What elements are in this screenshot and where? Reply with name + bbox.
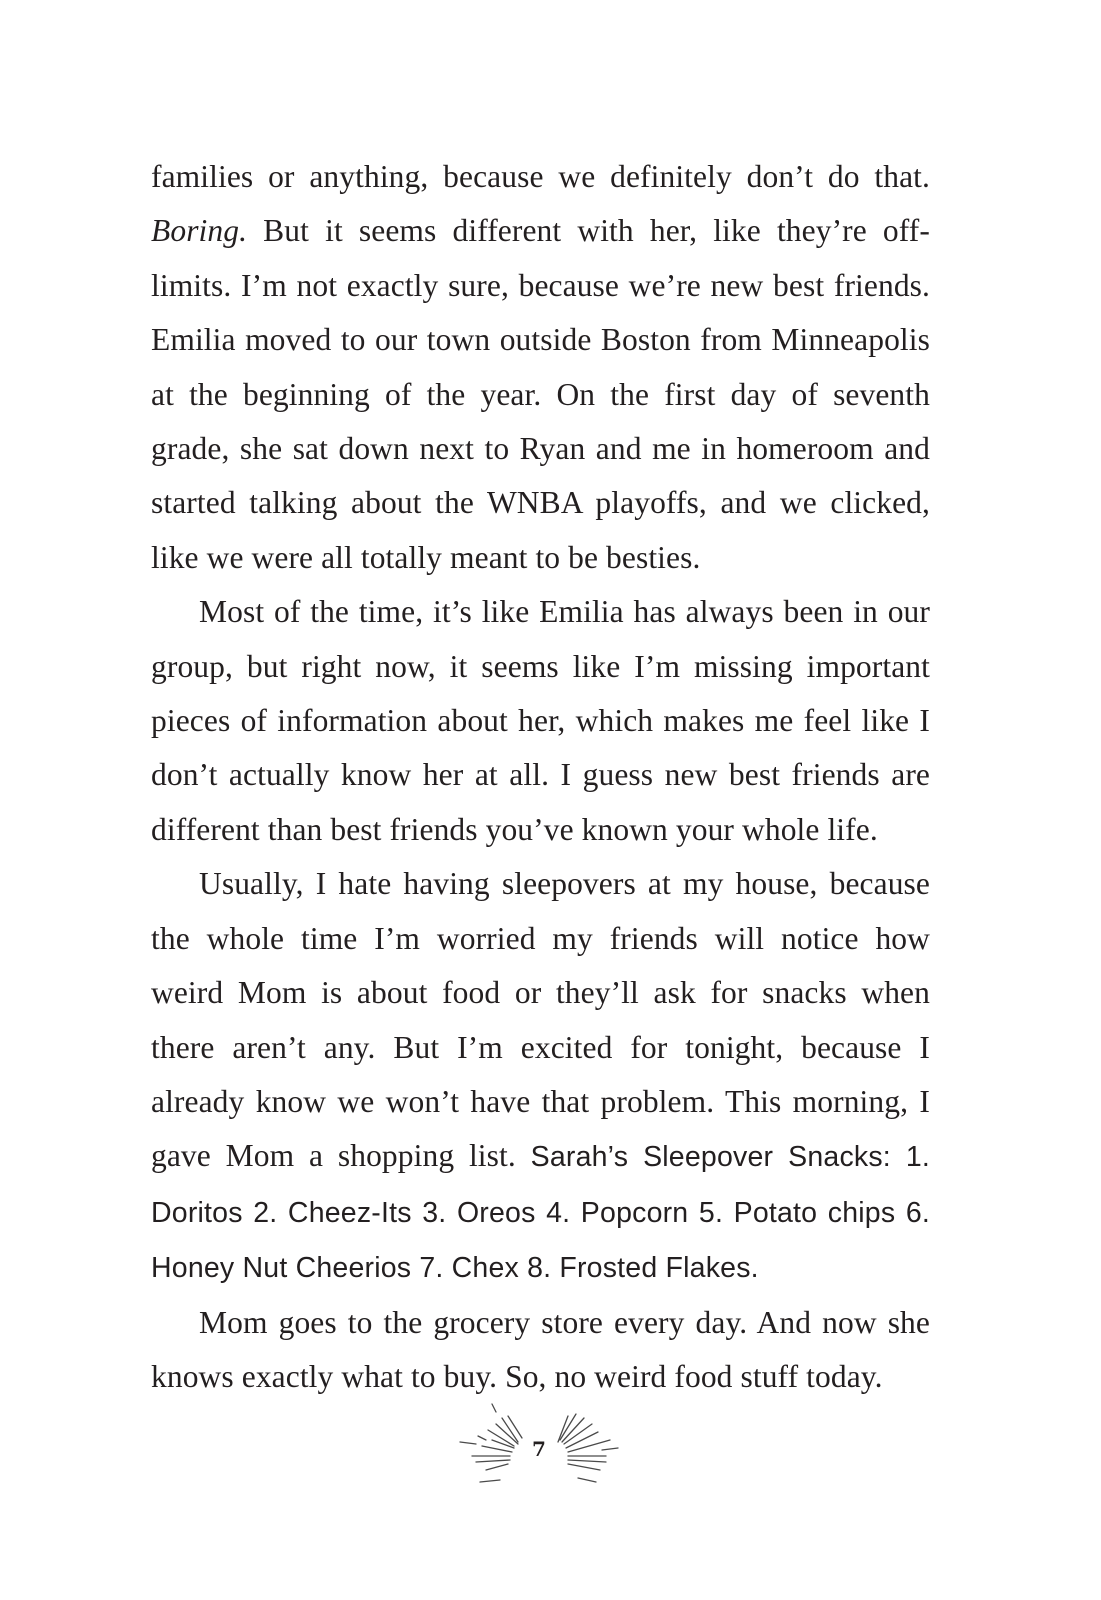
text-run: Most of the time, it’s like Emilia has always been in our group, but right now, it seems like I’m missing important pieces of information about her, which makes me feel like I don’t actually know her at all. I guess new best friends are different than best friends you’ve known your whole life. (151, 594, 930, 847)
paragraph (151, 857, 930, 1295)
text-run: families or anything, because we definitely don’t do that. (151, 159, 930, 194)
paragraph (151, 1296, 930, 1405)
text-run: Usually, I hate having sleepovers at my house, because the whole time I’m worried my friends will notice how weird Mom is about food or they’ll ask for snacks when there aren’t any. But I’m excited for tonight, because I already know we won’t have that problem. This morning, I gave Mom a shopping list. (151, 866, 930, 1174)
page-number: 7 (532, 1437, 546, 1461)
body-text (151, 150, 930, 1404)
paragraph-continued (151, 150, 930, 585)
text-run: But it seems different with her, like they’re off-limits. I’m not exactly sure, because we’re new best friends. Emilia moved to our town outside Boston from Minneapolis at the beginning of the year. On the first day of seventh grade, she sat down next to Ryan and me in homeroom and started talking about the WNBA playoffs, and we clicked, like we were all totally meant to be besties. (151, 213, 930, 575)
shopping-list-text: Sarah’s Sleepover Snacks: 1. Doritos 2. Cheez-Its 3. Oreos 4. Popcorn 5. Potato chips 6. Honey Nut Cheerios 7. Chex 8. Frosted Flakes. (151, 1141, 931, 1285)
paragraph (151, 585, 930, 857)
emphasis-text: Boring. (151, 213, 248, 249)
text-run: Mom goes to the grocery store every day. And now she knows exactly what to buy. So, no weird food stuff today. (151, 1304, 930, 1394)
